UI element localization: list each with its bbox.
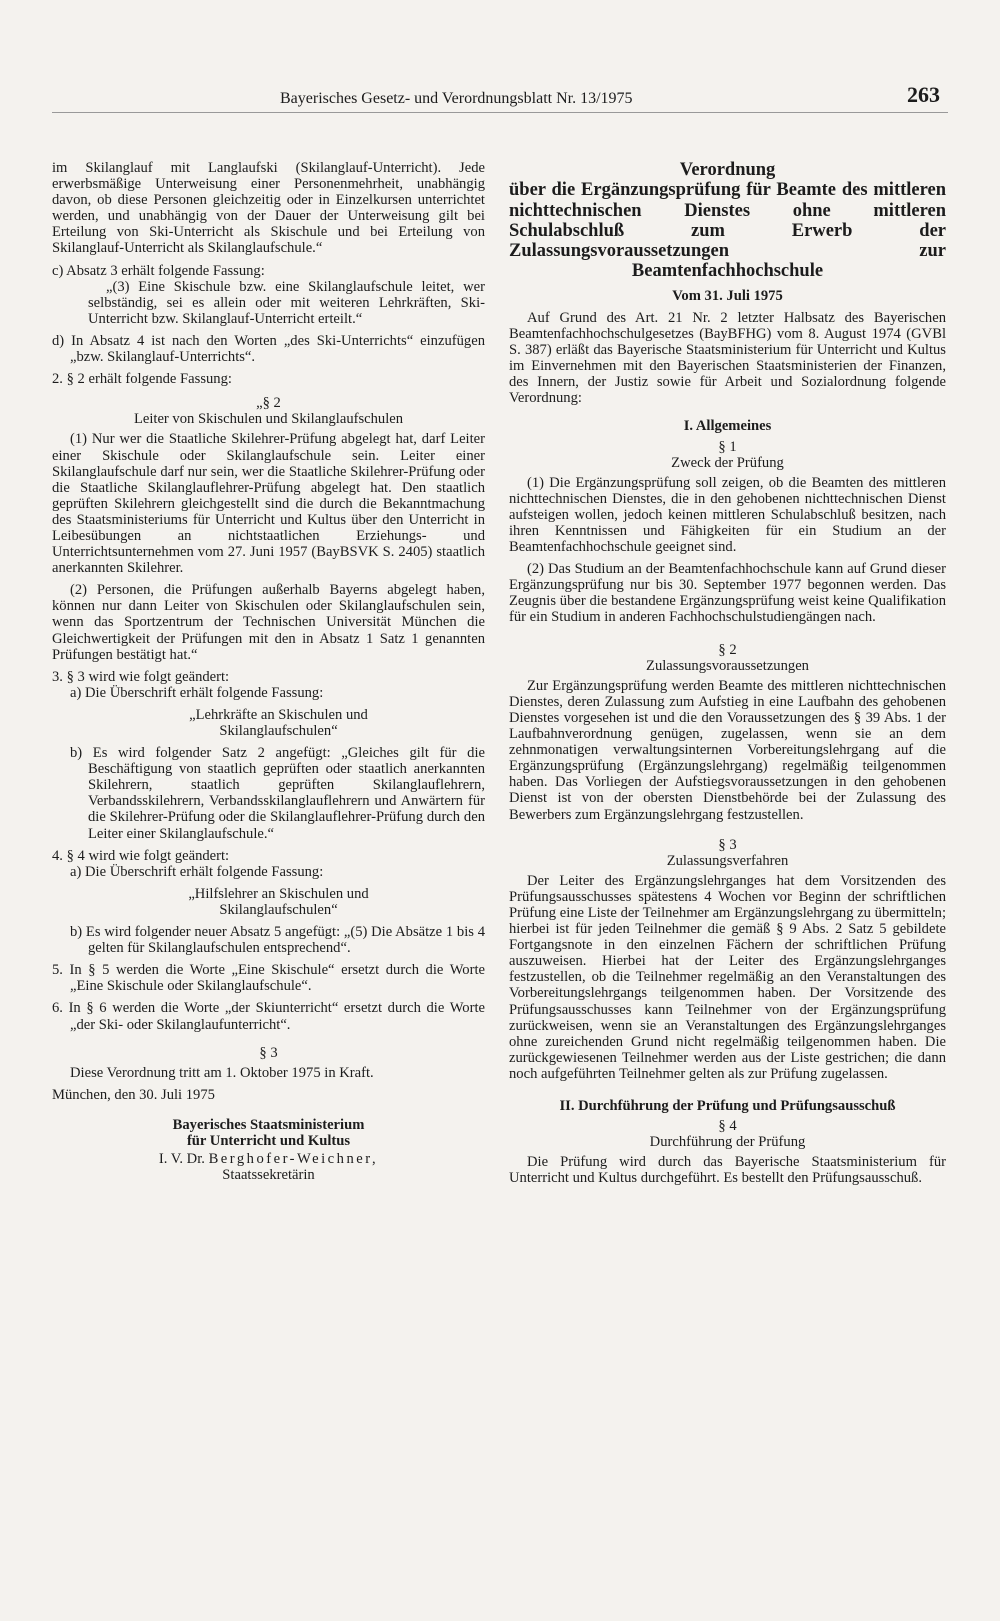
quote: „Lehrkräfte an Skischulen und Skilanglaufschulen“ [189,706,368,739]
section-heading: „§ 2 [256,395,281,412]
section-heading: § 3 [259,1044,278,1061]
section-title: Zweck der Prüfung [671,454,784,471]
signer [52,1151,485,1167]
section-title: Leiter von Skischulen und Skilanglaufschulen [133,411,404,428]
section-heading: § 2 [718,641,737,658]
list-subitem: b) Es wird folgender neuer Absatz 5 angefügt: „(5) Die Absätze 1 bis 4 gelten für Skilanglaufschulen entsprechend“. [70,924,485,957]
paragraph: Diese Verordnung tritt am 1. Oktober 1975 in Kraft. [70,1064,374,1081]
section-title: Zulassungsvoraussetzungen [646,657,809,674]
list-item: c) Absatz 3 erhält folgende Fassung: [52,262,265,279]
document-title-line: Verordnung [679,160,776,180]
chapter-heading: II. Durchführung der Prüfung und Prüfungsausschuß [559,1098,896,1114]
document-title [509,160,946,282]
paragraph: Die Prüfung wird durch das Bayerische Staatsministerium für Unterricht und Kultus durchgeführt. Es bestellt den Prüfungsausschuß. [509,1154,946,1187]
signer-name: Berghofer-Weichner, [208,1151,379,1168]
section-heading: § 3 [718,836,737,853]
list-item: 6. In § 6 werden die Worte „der Skiunterricht“ ersetzt durch die Worte „der Ski- oder Skilanglaufunterricht“. [52,1000,485,1033]
paragraph: (1) Nur wer die Staatliche Skilehrer-Prüfung abgelegt hat, darf Leiter einer Skischule oder Skilanglaufschule sein. Leiter einer Skilanglaufschule darf nur sein, wer die Staatliche Skilehrer-Prüfung oder die Staatliche Skilanglauflehrer-Prüfung abgelegt hat. Den staatlich geprüften Skilehrern gleichgestellt sind die durch die Bekanntmachung des Staatsministeriums für Unterricht und Kultus über den Unterricht in Leibesübungen an nichtstaatlichen Erziehungs- und Unterrichtsunternehmen vom 27. Juni 1957 (BayBSVK S. 2405) staatlich anerkannten Skilehrer. [52,431,485,577]
list-item: d) In Absatz 4 ist nach den Worten „des Ski-Unterrichts“ einzufügen „bzw. Skilanglauf-Unterrichts“. [52,332,485,366]
document-title-rest: über die Ergänzungsprüfung für Beamte des mittleren nichttechnischen Dienstes ohne mittleren Schulabschluß zum Erwerb der Zulassungsvoraussetzungen zur Beamtenfachhochschule [509,180,946,282]
paragraph: (2) Das Studium an der Beamtenfachhochschule kann auf Grund dieser Ergänzungsprüfung nur bis 30. September 1977 begonnen werden. Das Zeugnis über die bestandene Ergänzungsprüfung weist keine Qualifikation für ein Studium in anderen Fachhochschulstudiengängen nach. [509,561,946,626]
section-heading: § 1 [718,438,737,455]
page-header [52,82,948,113]
paragraph: (2) Personen, die Prüfungen außerhalb Bayerns abgelegt haben, können nur dann Leiter von Skischulen oder Skilanglaufschulen sein, wenn das Sportzentrum der Technischen Universität München die Gleichwertigkeit der Prüfungen mit den in Absatz 1 Satz 1 genannten Prüfungen bestätigt hat.“ [52,582,485,663]
list-subitem: a) Die Überschrift erhält folgende Fassung: [70,684,324,701]
signer-prefix: I. V. Dr. [158,1151,205,1168]
paragraph: Zur Ergänzungsprüfung werden Beamte des mittleren nichttechnischen Dienstes, deren Zulassung zum Aufstieg in eine Laufbahn des gehobenen Dienstes vorgesehen ist und die den Voraussetzungen des § 39 Abs. 1 der Laufbahnverordnung genügen, zugelassen, wenn sie an dem zehnmonatigen verwaltungsinternen Vorbereitungslehrgang auf die Ergänzungsprüfung (Ergänzungslehrgang) regelmäßig teilgenommen haben. Das Vorliegen der Aufstiegsvoraussetzungen in den gehobenen Dienst ist von der obersten Dienstbehörde bei der Zulassung des Bewerbers zum Ergänzungslehrgang festzustellen. [509,677,946,823]
list-subitem: b) Es wird folgender Satz 2 angefügt: „Gleiches gilt für die Beschäftigung von staatlich geprüften oder staatlich anerkannten Skilehrern, staatlich geprüften Skilanglauflehrern, Verbandsskilehrern, Verbandsskilanglauflehrern und Anwärtern für die Skilehrer-Prüfung oder die Skilanglauflehrer-Prüfung durch den Leiter einer Skilanglaufschule.“ [70,745,485,842]
list-item: 2. § 2 erhält folgende Fassung: [52,371,232,388]
authority [52,1117,485,1149]
quote: „Hilfslehrer an Skischulen und Skilanglaufschulen“ [188,885,369,918]
document-date: Vom 31. Juli 1975 [672,287,783,304]
section-title: Durchführung der Prüfung [649,1134,806,1151]
left-column [52,160,485,1183]
paragraph: im Skilanglauf mit Langlaufski (Skilanglauf-Unterricht). Jede erwerbsmäßige Unterweisung einer Personenmehrheit, unabhängig davon, ob diese Personen gleichzeitig oder in Einzelkursen unterrichtet werden, und unabhängig von der Dauer der Unterweisung gilt bei Erteilung von Ski-Unterricht als Skischule und bei Erteilung von Skilanglauf-Unterricht als Skilanglaufschule.“ [52,160,485,257]
section-title: Zulassungsverfahren [666,852,789,869]
page-number: 263 [907,82,940,107]
paragraph: (1) Die Ergänzungsprüfung soll zeigen, ob die Beamten des mittleren nichttechnischen Dienstes, die in den gehobenen nichttechnischen Dienst aufsteigen wollen, jedoch keinen mittleren Schulabschluß besitzen, nach ihren Kenntnissen und Fähigkeiten für ein Studium an der Beamtenfachhochschule geeignet sind. [509,474,946,556]
paragraph: Der Leiter des Ergänzungslehrganges hat dem Vorsitzenden des Prüfungsausschusses spätestens 4 Wochen vor Beginn der schriftlichen Prüfung eine Liste der Teilnehmer am Ergänzungslehrgang zu übermitteln; hierbei ist für jeden Teilnehmer die gemäß § 9 Abs. 2 Satz 5 gebildete Fortgangsnote in den einzelnen Fächern der schriftlichen Prüfung auszuweisen. Hierbei hat der Leiter des Ergänzungslehrganges festzustellen, ob die Teilnehmer regelmäßig an den Veranstaltungen des Vorbereitungslehrgangs teilgenommen haben. Der Vorsitzende des Prüfungsausschusses kann Teilnehmer von der Ergänzungsprüfung zurückweisen, wenn sie an Veranstaltungen des Ergänzungslehrganges ohne zureichenden Grund nicht regelmäßig teilgenommen haben. Die zurückgewiesenen Teilnehmer werden aus der Liste gestrichen; die dann noch aufgeführten Teilnehmer gelten als zur Prüfung zugelassen. [509,872,946,1082]
chapter-heading: I. Allgemeines [683,418,772,435]
authority-line: Bayerisches Staatsministerium [172,1116,365,1133]
section-heading: § 4 [718,1118,737,1135]
signer-role: Staatssekretärin [222,1167,315,1184]
journal-title: Bayerisches Gesetz- und Verordnungsblatt Nr. 13/1975 [280,90,633,107]
list-item: 3. § 3 wird wie folgt geändert: [52,668,230,685]
authority-line: für Unterricht und Kultus [186,1132,351,1149]
list-item: 5. In § 5 werden die Worte „Eine Skischule“ ersetzt durch die Worte „Eine Skischule oder Skilanglaufschule“. [52,962,485,995]
paragraph: Auf Grund des Art. 21 Nr. 2 letzter Halbsatz des Bayerischen Beamtenfachhochschulgesetzes (BayBFHG) vom 8. August 1974 (GVBl S. 387) erläßt das Bayerische Staatsministerium für Unterricht und Kultus im Einvernehmen mit den Bayerischen Staatsministerien der Finanzen, des Innern, der Justiz sowie für Arbeit und Sozialordnung folgende Verordnung: [509,309,946,407]
place-date: München, den 30. Juli 1975 [52,1086,215,1103]
list-item: 4. § 4 wird wie folgt geändert: [52,847,230,864]
list-subitem: a) Die Überschrift erhält folgende Fassung: [70,863,324,880]
quote: „(3) Eine Skischule bzw. eine Skilanglaufschule leitet, wer selbständig, sei es allein oder mit weiteren Lehrkräften, Ski-Unterricht bzw. Skilanglauf-Unterricht erteilt.“ [88,278,485,327]
right-column [509,160,946,1186]
